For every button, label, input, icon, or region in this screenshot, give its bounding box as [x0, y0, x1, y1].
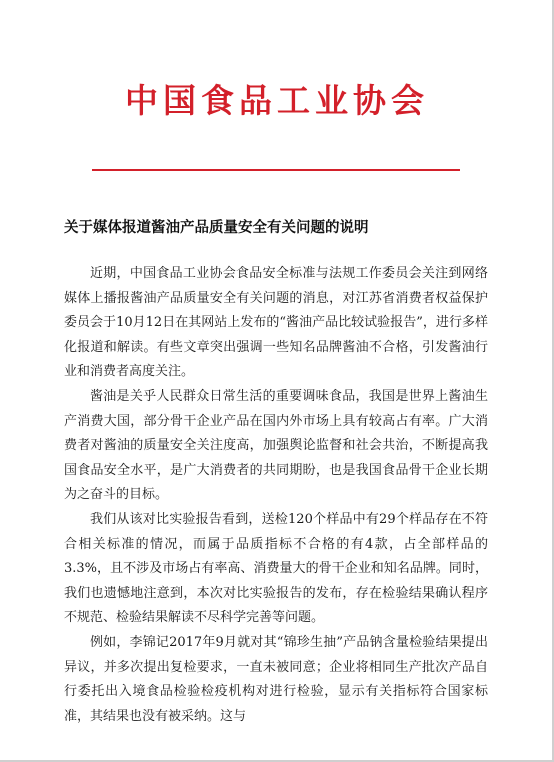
- body-paragraph: 例如，李锦记2017年9月就对其“锦珍生抽”产品钠含量检验结果提出异议，并多次提出复检要求，一直未被同意；企业将相同生产批次产品自行委托出入境食品检验检疫机构对进行检验，显示有关指标符合国家标准，其结果也没有被采纳。这与: [64, 634, 488, 724]
- body-paragraph: 我们从该对比实验报告看到，送检120个样品中有29个样品存在不符合相关标准的情况，而属于品质指标不合格的有4款，占全部样品的3.3%，且不涉及市场占有率高、消费量大的骨干企业和知名品牌。同时，我们也遗憾地注意到，本次对比实验报告的发布，存在检验结果确认程序不规范、检验结果解读不尽科学完善等问题。: [64, 511, 488, 626]
- body-paragraph: 酱油是关乎人民群众日常生活的重要调味食品，我国是世界上酱油生产消费大国，部分骨干企业产品在国内外市场上具有较高占有率。广大消费者对酱油的质量安全关注度高，加强舆论监督和社会共治，不断提高我国食品安全水平，是广大消费者的共同期盼，也是我国食品骨干企业长期为之奋斗的目标。: [64, 388, 488, 503]
- org-letterhead-title: 中国食品工业协会: [125, 81, 429, 120]
- body-paragraph: 近期，中国食品工业协会食品安全标准与法规工作委员会关注到网络媒体上播报酱油产品质量安全有关问题的消息，对江苏省消费者权益保护委员会于10月12日在其网站上发布的“酱油产品比较试验报告”，进行多样化报道和解读。有些文章突出强调一些知名品牌酱油不合格，引发酱油行业和消费者高度关注。: [64, 266, 488, 380]
- letterhead-divider: [92, 169, 460, 171]
- document-body: [64, 262, 488, 729]
- document-title: 关于媒体报道酱油产品质量安全有关问题的说明: [64, 220, 369, 236]
